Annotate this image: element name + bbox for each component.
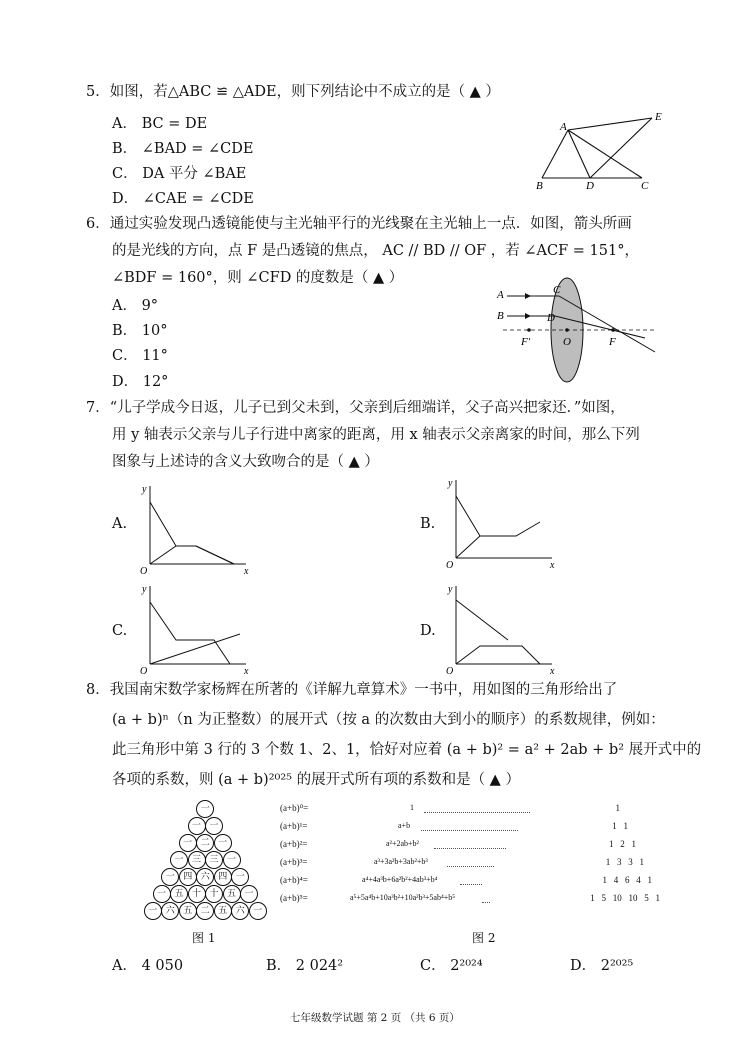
q5-stem: 5．如图，若△ABC ≌ △ADE，则下列结论中不成立的是（ ▲ ） bbox=[86, 84, 500, 100]
q7-d-y: y bbox=[448, 584, 453, 595]
q7-graph-c bbox=[138, 580, 258, 675]
triangle-cell: 六 bbox=[196, 868, 214, 886]
q7-a-origin: O bbox=[140, 566, 148, 577]
q7-option-b: B. bbox=[420, 516, 436, 532]
q5-option-d: D． ∠CAE = ∠CDE bbox=[112, 191, 254, 207]
expansion-coef: 1 bbox=[615, 803, 620, 813]
q5-option-c: C． DA 平分 ∠BAE bbox=[112, 166, 247, 182]
triangle-cell: 二 bbox=[196, 902, 214, 920]
expansion-dots bbox=[447, 866, 494, 867]
triangle-cell: 一 bbox=[144, 902, 162, 920]
q7-a-y: y bbox=[142, 484, 147, 495]
triangle-cell: 一 bbox=[153, 885, 171, 903]
q7-line-3: 图象与上述诗的含义大致吻合的是（ ▲ ） bbox=[112, 454, 379, 470]
triangle-cell: 六 bbox=[161, 902, 179, 920]
q7-graph-a bbox=[138, 480, 258, 575]
q7-b-x: x bbox=[550, 560, 555, 571]
q6-label-d: D bbox=[547, 312, 555, 324]
triangle-cell: 一 bbox=[179, 834, 197, 852]
expansion-rhs: a+b bbox=[398, 821, 411, 830]
expansion-dots bbox=[434, 848, 506, 849]
q6-line-2: 的是光线的方向，点 F 是凸透镜的焦点， AC // BD // OF ，若 ∠ACF = 151°， bbox=[112, 243, 639, 259]
triangle-cell: 六 bbox=[231, 902, 249, 920]
q5-option-b: B． ∠BAD = ∠CDE bbox=[112, 141, 254, 157]
triangle-cell: 五 bbox=[223, 885, 241, 903]
triangle-cell: 一 bbox=[223, 851, 241, 869]
q7-graph-b bbox=[444, 474, 564, 569]
q5-option-a: A． BC = DE bbox=[112, 116, 208, 132]
expansion-lhs: (a+b)³= bbox=[280, 857, 308, 867]
triangle-cell: 二 bbox=[196, 834, 214, 852]
q5-label-e: E bbox=[655, 111, 662, 123]
q6-label-c: C bbox=[553, 284, 561, 296]
triangle-cell: 四 bbox=[214, 868, 232, 886]
expansion-dots bbox=[424, 812, 530, 813]
expansion-lhs: (a+b)¹= bbox=[280, 821, 308, 831]
q7-b-origin: O bbox=[446, 560, 454, 571]
q7-option-c: C. bbox=[112, 623, 128, 639]
yanghui-triangle-figure bbox=[130, 800, 280, 922]
expansion-coef: 1 3 3 1 bbox=[605, 857, 644, 867]
expansion-lhs: (a+b)⁴= bbox=[280, 875, 308, 885]
triangle-cell: 一 bbox=[170, 851, 188, 869]
q5-label-a: A bbox=[560, 121, 567, 133]
q8-line-1: 8．我国南宋数学家杨辉在所著的《详解九章算术》一书中，用如图的三角形给出了 bbox=[86, 682, 618, 698]
triangle-cell: 十 bbox=[188, 885, 206, 903]
q7-d-x: x bbox=[550, 666, 555, 677]
triangle-cell: 三 bbox=[205, 851, 223, 869]
triangle-cell: 四 bbox=[179, 868, 197, 886]
q6-option-d: D． 12° bbox=[112, 374, 169, 390]
expansion-coef: 1 1 bbox=[612, 821, 628, 831]
triangle-cell: 五 bbox=[179, 902, 197, 920]
q8-line-2: (a + b)ⁿ（n 为正整数）的展开式（按 a 的次数由大到小的顺序）的系数规律，例如： bbox=[112, 712, 665, 728]
expansion-dots bbox=[460, 884, 482, 885]
q7-graph-d bbox=[444, 580, 564, 675]
q7-b-y: y bbox=[448, 478, 453, 489]
expansion-coef: 1 4 6 4 1 bbox=[602, 875, 652, 885]
expansion-rhs: a²+2ab+b² bbox=[386, 839, 419, 848]
q8-option-d: D． 2²⁰²⁵ bbox=[570, 958, 634, 974]
expansion-lhs: (a+b)⁵= bbox=[280, 893, 308, 903]
q6-label-a: A bbox=[497, 289, 504, 301]
triangle-cell: 五 bbox=[214, 902, 232, 920]
expansion-rhs: a³+3a²b+3ab²+b³ bbox=[374, 857, 428, 866]
q6-option-a: A． 9° bbox=[112, 298, 159, 314]
q8-option-b: B． 2 024² bbox=[266, 958, 344, 974]
q6-line-3: ∠BDF = 160°，则 ∠CFD 的度数是（ ▲ ） bbox=[112, 270, 404, 286]
expansion-rhs: a⁴+4a³b+6a²b²+4ab³+b⁴ bbox=[362, 875, 438, 884]
q5-label-c: C bbox=[641, 180, 649, 192]
expansion-coef: 1 5 10 10 5 1 bbox=[590, 893, 660, 903]
q6-label-o: O bbox=[563, 336, 571, 348]
expansion-rhs: a⁵+5a⁴b+10a³b²+10a²b³+5ab⁴+b⁵ bbox=[350, 893, 456, 902]
triangle-cell: 一 bbox=[231, 868, 249, 886]
q6-option-b: B． 10° bbox=[112, 323, 168, 339]
expansion-lhs: (a+b)⁰= bbox=[280, 803, 309, 813]
expansion-rhs: 1 bbox=[410, 803, 414, 812]
fig2-caption: 图 2 bbox=[472, 931, 496, 945]
q7-d-origin: O bbox=[446, 666, 454, 677]
q5-label-d: D bbox=[586, 180, 594, 192]
expansion-table-figure bbox=[280, 803, 660, 913]
q6-label-f-prime: F′ bbox=[521, 336, 531, 348]
page-footer: 七年级数学试题 第 2 页 （共 6 页） bbox=[290, 1012, 460, 1024]
triangle-cell: 五 bbox=[170, 885, 188, 903]
triangle-cell: 十 bbox=[205, 885, 223, 903]
expansion-coef: 1 2 1 bbox=[609, 839, 636, 849]
q6-label-b: B bbox=[497, 310, 504, 322]
q6-label-f: F bbox=[609, 336, 616, 348]
q5-label-b: B bbox=[536, 180, 543, 192]
q7-c-x: x bbox=[244, 666, 249, 677]
q6-line-1: 6．通过实验发现凸透镜能使与主光轴平行的光线聚在主光轴上一点．如图，箭头所画 bbox=[86, 216, 632, 232]
triangle-cell: 一 bbox=[214, 834, 232, 852]
triangle-cell: 一 bbox=[240, 885, 258, 903]
q5-triangle-figure bbox=[530, 108, 680, 193]
q7-line-2: 用 y 轴表示父亲与儿子行进中离家的距离，用 x 轴表示父亲离家的时间，那么下列 bbox=[112, 427, 640, 443]
q8-line-3: 此三角形中第 3 行的 3 个数 1、2、1，恰好对应着 (a + b)² = a² + 2ab + b² 展开式中的 bbox=[112, 742, 702, 758]
q8-option-c: C． 2²⁰²⁴ bbox=[420, 958, 483, 974]
q7-option-a: A. bbox=[112, 516, 128, 532]
q6-option-c: C． 11° bbox=[112, 348, 168, 364]
q7-c-y: y bbox=[142, 584, 147, 595]
triangle-cell: 一 bbox=[249, 902, 267, 920]
expansion-dots bbox=[421, 830, 518, 831]
triangle-cell: 一 bbox=[196, 800, 214, 818]
triangle-cell: 一 bbox=[188, 817, 206, 835]
fig1-caption: 图 1 bbox=[192, 931, 216, 945]
q8-option-a: A． 4 050 bbox=[112, 958, 184, 974]
q8-line-4: 各项的系数，则 (a + b)²⁰²⁵ 的展开式所有项的系数和是（ ▲ ） bbox=[112, 772, 520, 788]
q7-a-x: x bbox=[244, 566, 249, 577]
triangle-cell: 一 bbox=[161, 868, 179, 886]
triangle-cell: 一 bbox=[205, 817, 223, 835]
q7-option-d: D. bbox=[420, 623, 436, 639]
expansion-lhs: (a+b)²= bbox=[280, 839, 308, 849]
q6-lens-figure bbox=[495, 276, 665, 386]
q7-c-origin: O bbox=[140, 666, 148, 677]
q7-line-1: 7．“儿子学成今日返，儿子已到父未到，父亲到后细端详，父子高兴把家还．”如图， bbox=[86, 400, 625, 416]
expansion-dots bbox=[482, 902, 490, 903]
triangle-cell: 三 bbox=[188, 851, 206, 869]
